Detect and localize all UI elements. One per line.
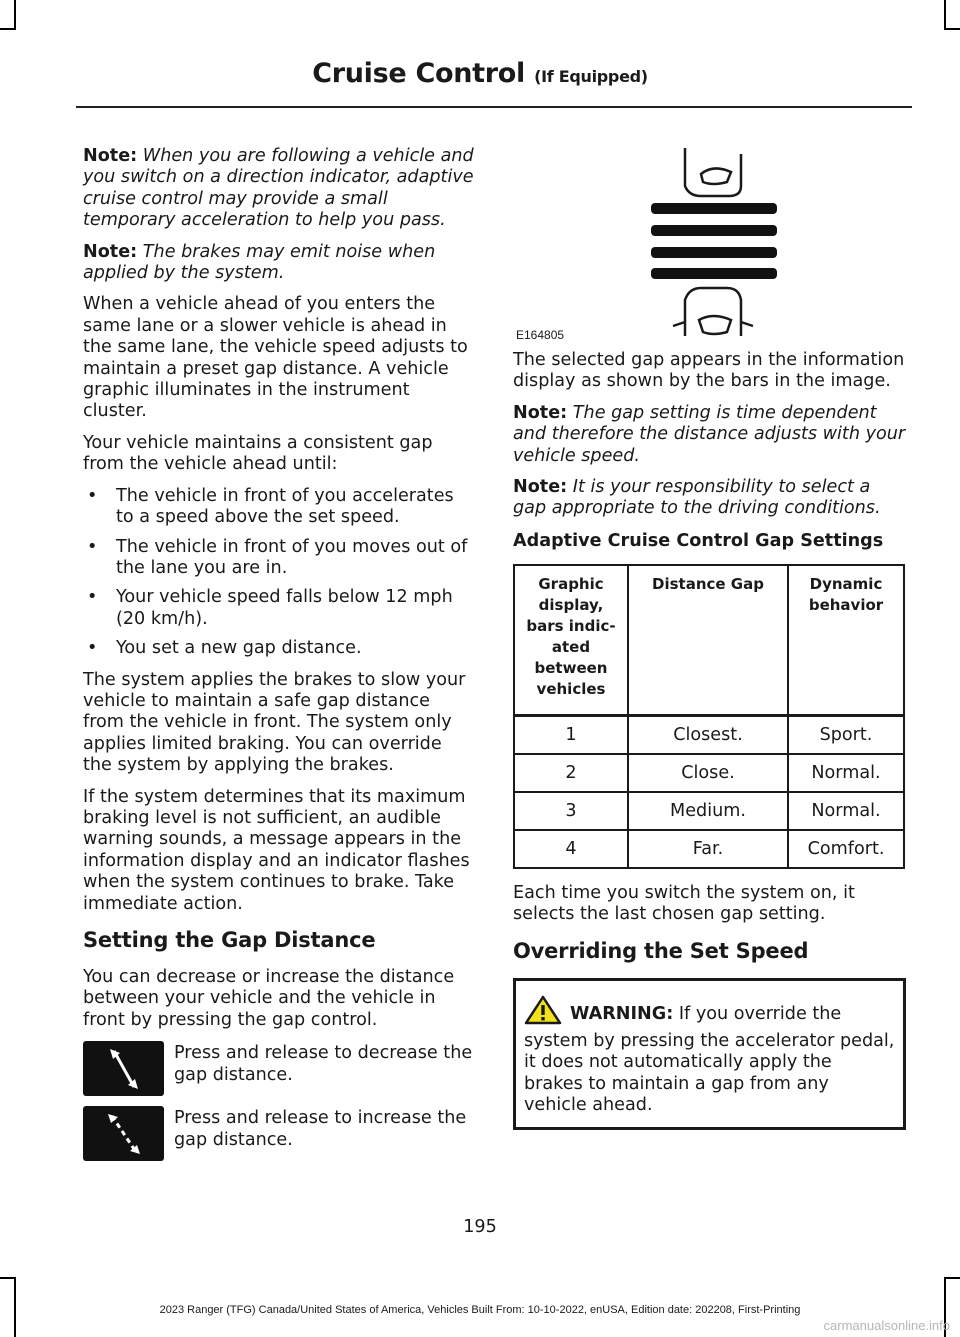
table-cell: Closest.: [628, 715, 788, 754]
table-title: Adaptive Cruise Control Gap Settings: [513, 530, 884, 551]
increase-gap-text: Press and release to increase the gap distance.: [174, 1108, 467, 1150]
warning-text: If you override the system by pressing the accelerator pedal, it does not automatically apply the brakes to maintain a gap from any vehicle ahead.: [524, 1003, 895, 1116]
paragraph: If the system determines that its maximum braking level is not sufficient, an audible warning sounds, a message appears in the information display and an indicator flashes when the system continues to brake. Take immediate action.: [83, 786, 470, 914]
crop-mark: [0, 28, 16, 30]
crop-mark: [14, 0, 16, 30]
note-label: Note:: [513, 477, 568, 498]
paragraph: The system applies the brakes to slow your vehicle to maintain a safe gap distance from the vehicle in front. The system only applies limited braking. You can override the system by applying the brakes.: [83, 669, 466, 776]
page-footer: 2023 Ranger (TFG) Canada/United States of America, Vehicles Built From: 10-10-2022, enUSA, Edition date: 202208, First-Printing: [159, 1304, 801, 1316]
note-text: It is your responsibility to select a gap appropriate to the driving conditions.: [513, 477, 881, 519]
condition-list: [83, 486, 476, 660]
table-row: [514, 715, 904, 754]
note-label: Note:: [513, 402, 568, 423]
section-heading-overriding: Overriding the Set Speed: [513, 938, 809, 963]
page-number: 195: [463, 1217, 497, 1237]
note-text: When you are following a vehicle and you switch on a direction indicator, adaptive cruise control may provide a small temporary acceleration to help you pass.: [83, 146, 474, 231]
watermark: carmanualsonline.info: [823, 1318, 950, 1333]
table-cell: Normal.: [788, 792, 904, 830]
left-column: [83, 146, 476, 1171]
table-cell: Comfort.: [788, 830, 904, 868]
note-brake-noise: [83, 242, 476, 285]
table-cell: Normal.: [788, 754, 904, 792]
warning-box: [513, 978, 906, 1130]
table-cell: Close.: [628, 754, 788, 792]
table-cell: 4: [514, 830, 628, 868]
header-title: Cruise Control: [312, 58, 525, 89]
paragraph: Your vehicle maintains a consistent gap from the vehicle ahead until:: [83, 432, 433, 475]
increase-gap-row: [83, 1106, 476, 1161]
figure-code: E164805: [516, 328, 565, 342]
note-label: Note:: [83, 241, 138, 262]
right-column: [513, 146, 906, 1130]
section-heading-setting-gap: Setting the Gap Distance: [83, 928, 376, 952]
list-item: • You set a new gap distance.: [83, 638, 476, 659]
paragraph: The selected gap appears in the information display as shown by the bars in the image.: [513, 350, 905, 392]
list-item: • The vehicle in front of you accelerates to a speed above the set speed.: [83, 486, 476, 529]
crop-mark: [944, 0, 946, 30]
gap-increase-icon: [83, 1106, 164, 1161]
table-header-row: [514, 565, 904, 716]
table-row: [514, 792, 904, 830]
gap-decrease-icon: [83, 1041, 164, 1096]
decrease-gap-row: [83, 1041, 476, 1096]
gap-display-figure: [513, 146, 906, 342]
crop-mark: [0, 1277, 16, 1279]
note-text: The gap setting is time dependent and therefore the distance adjusts with your vehicle speed.: [513, 402, 906, 466]
gap-settings-table: [513, 564, 905, 869]
table-cell: Sport.: [788, 715, 904, 754]
header-rule: [76, 106, 912, 108]
note-label: Note:: [83, 146, 138, 166]
table-row: [514, 754, 904, 792]
note-responsibility: [513, 477, 906, 520]
table-cell: 1: [514, 715, 628, 754]
table-cell: Far.: [628, 830, 788, 868]
crop-mark: [944, 28, 960, 30]
warning-triangle-icon: [524, 995, 562, 1031]
list-item: • The vehicle in front of you moves out of the lane you are in.: [83, 537, 476, 580]
note-time-dependent: [513, 403, 906, 467]
table-header-behavior: Dynamic behavior: [788, 565, 904, 716]
gap-display-illustration: [513, 146, 906, 342]
table-row: [514, 830, 904, 868]
table-cell: 3: [514, 792, 628, 830]
page-header: [0, 58, 960, 89]
paragraph: When a vehicle ahead of you enters the same lane or a slower vehicle is ahead in the same lane, the vehicle speed adjusts to maintain a preset gap distance. A vehicle graphic illuminates in the instrument cluster.: [83, 294, 468, 422]
paragraph: You can decrease or increase the distance between your vehicle and the vehicle in front by pressing the gap control.: [83, 967, 455, 1030]
table-header-distance: Distance Gap: [628, 565, 788, 716]
note-text: The brakes may emit noise when applied by the system.: [83, 241, 436, 284]
crop-mark: [944, 1277, 960, 1279]
paragraph: Each time you switch the system on, it selects the last chosen gap setting.: [513, 882, 855, 925]
decrease-gap-text: Press and release to decrease the gap distance.: [174, 1043, 473, 1085]
header-title-suffix: (If Equipped): [534, 67, 648, 86]
table-header-graphic: Graphic display, bars indic-ated between vehicles: [514, 565, 628, 716]
list-item: • Your vehicle speed falls below 12 mph (20 km/h).: [83, 587, 476, 630]
warning-label: WARNING:: [570, 1003, 674, 1024]
note-direction-indicator: [83, 146, 476, 232]
table-cell: 2: [514, 754, 628, 792]
table-cell: Medium.: [628, 792, 788, 830]
